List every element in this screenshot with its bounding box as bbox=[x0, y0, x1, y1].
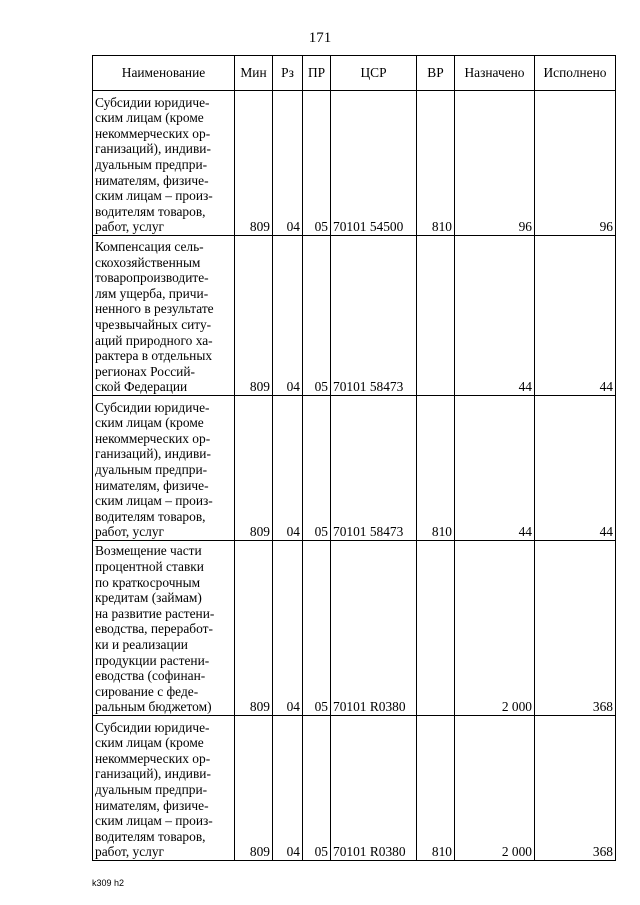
row-assigned: 44 bbox=[455, 236, 535, 396]
row-pr: 05 bbox=[303, 236, 331, 396]
row-assigned: 96 bbox=[455, 91, 535, 236]
row-executed: 44 bbox=[535, 396, 616, 541]
header-min: Мин bbox=[235, 56, 273, 91]
budget-table bbox=[92, 55, 616, 861]
row-executed: 96 bbox=[535, 91, 616, 236]
header-executed: Исполнено bbox=[535, 56, 616, 91]
row-min: 809 bbox=[235, 91, 273, 236]
row-min: 809 bbox=[235, 541, 273, 716]
row-min: 809 bbox=[235, 716, 273, 861]
row-vr: 810 bbox=[417, 396, 455, 541]
row-assigned: 2 000 bbox=[455, 716, 535, 861]
header-pr: ПР bbox=[303, 56, 331, 91]
row-vr: 810 bbox=[417, 716, 455, 861]
header-rz: Рз bbox=[273, 56, 303, 91]
row-executed: 44 bbox=[535, 236, 616, 396]
row-vr bbox=[417, 236, 455, 396]
table-header-row bbox=[93, 56, 616, 91]
row-name: Возмещение части процентной ставки по краткосрочным кредитам (займам) на развитие растени- еводства, переработ- ки и реализации продукции растени- еводства (софинан- сирование с феде- ральным бюджетом) bbox=[93, 541, 235, 716]
row-rz: 04 bbox=[273, 541, 303, 716]
row-executed: 368 bbox=[535, 541, 616, 716]
header-name: Наименование bbox=[93, 56, 235, 91]
row-rz: 04 bbox=[273, 236, 303, 396]
header-assigned: Назначено bbox=[455, 56, 535, 91]
row-rz: 04 bbox=[273, 91, 303, 236]
row-rz: 04 bbox=[273, 716, 303, 861]
row-vr: 810 bbox=[417, 91, 455, 236]
footer-code: k309 h2 bbox=[92, 878, 125, 888]
table-row bbox=[93, 396, 616, 541]
row-csr: 70101 R0380 bbox=[331, 541, 417, 716]
row-csr: 70101 58473 bbox=[331, 396, 417, 541]
row-csr: 70101 58473 bbox=[331, 236, 417, 396]
row-assigned: 44 bbox=[455, 396, 535, 541]
row-min: 809 bbox=[235, 396, 273, 541]
row-rz: 04 bbox=[273, 396, 303, 541]
row-csr: 70101 54500 bbox=[331, 91, 417, 236]
row-executed: 368 bbox=[535, 716, 616, 861]
page-number: 171 bbox=[308, 30, 332, 46]
row-name: Компенсация сель- скохозяйственным товаропроизводите- лям ущерба, причи- ненного в результате чрезвычайных ситу- аций природного ха- рактера в отдельных регионах Россий- ской Федерации bbox=[93, 236, 235, 396]
table-row bbox=[93, 91, 616, 236]
table-row bbox=[93, 541, 616, 716]
row-name: Субсидии юридиче- ским лицам (кроме некоммерческих ор- ганизаций), индиви- дуальным предпри- нимателям, физиче- ским лицам – произ- водителям товаров, работ, услуг bbox=[93, 91, 235, 236]
table-row bbox=[93, 236, 616, 396]
row-vr bbox=[417, 541, 455, 716]
row-pr: 05 bbox=[303, 91, 331, 236]
row-pr: 05 bbox=[303, 541, 331, 716]
row-min: 809 bbox=[235, 236, 273, 396]
header-vr: ВР bbox=[417, 56, 455, 91]
row-name: Субсидии юридиче- ским лицам (кроме некоммерческих ор- ганизаций), индиви- дуальным предпри- нимателям, физиче- ским лицам – произ- водителям товаров, работ, услуг bbox=[93, 716, 235, 861]
row-csr: 70101 R0380 bbox=[331, 716, 417, 861]
header-csr: ЦСР bbox=[331, 56, 417, 91]
row-name: Субсидии юридиче- ским лицам (кроме некоммерческих ор- ганизаций), индиви- дуальным предпри- нимателям, физиче- ским лицам – произ- водителям товаров, работ, услуг bbox=[93, 396, 235, 541]
row-assigned: 2 000 bbox=[455, 541, 535, 716]
row-pr: 05 bbox=[303, 716, 331, 861]
table-row bbox=[93, 716, 616, 861]
row-pr: 05 bbox=[303, 396, 331, 541]
